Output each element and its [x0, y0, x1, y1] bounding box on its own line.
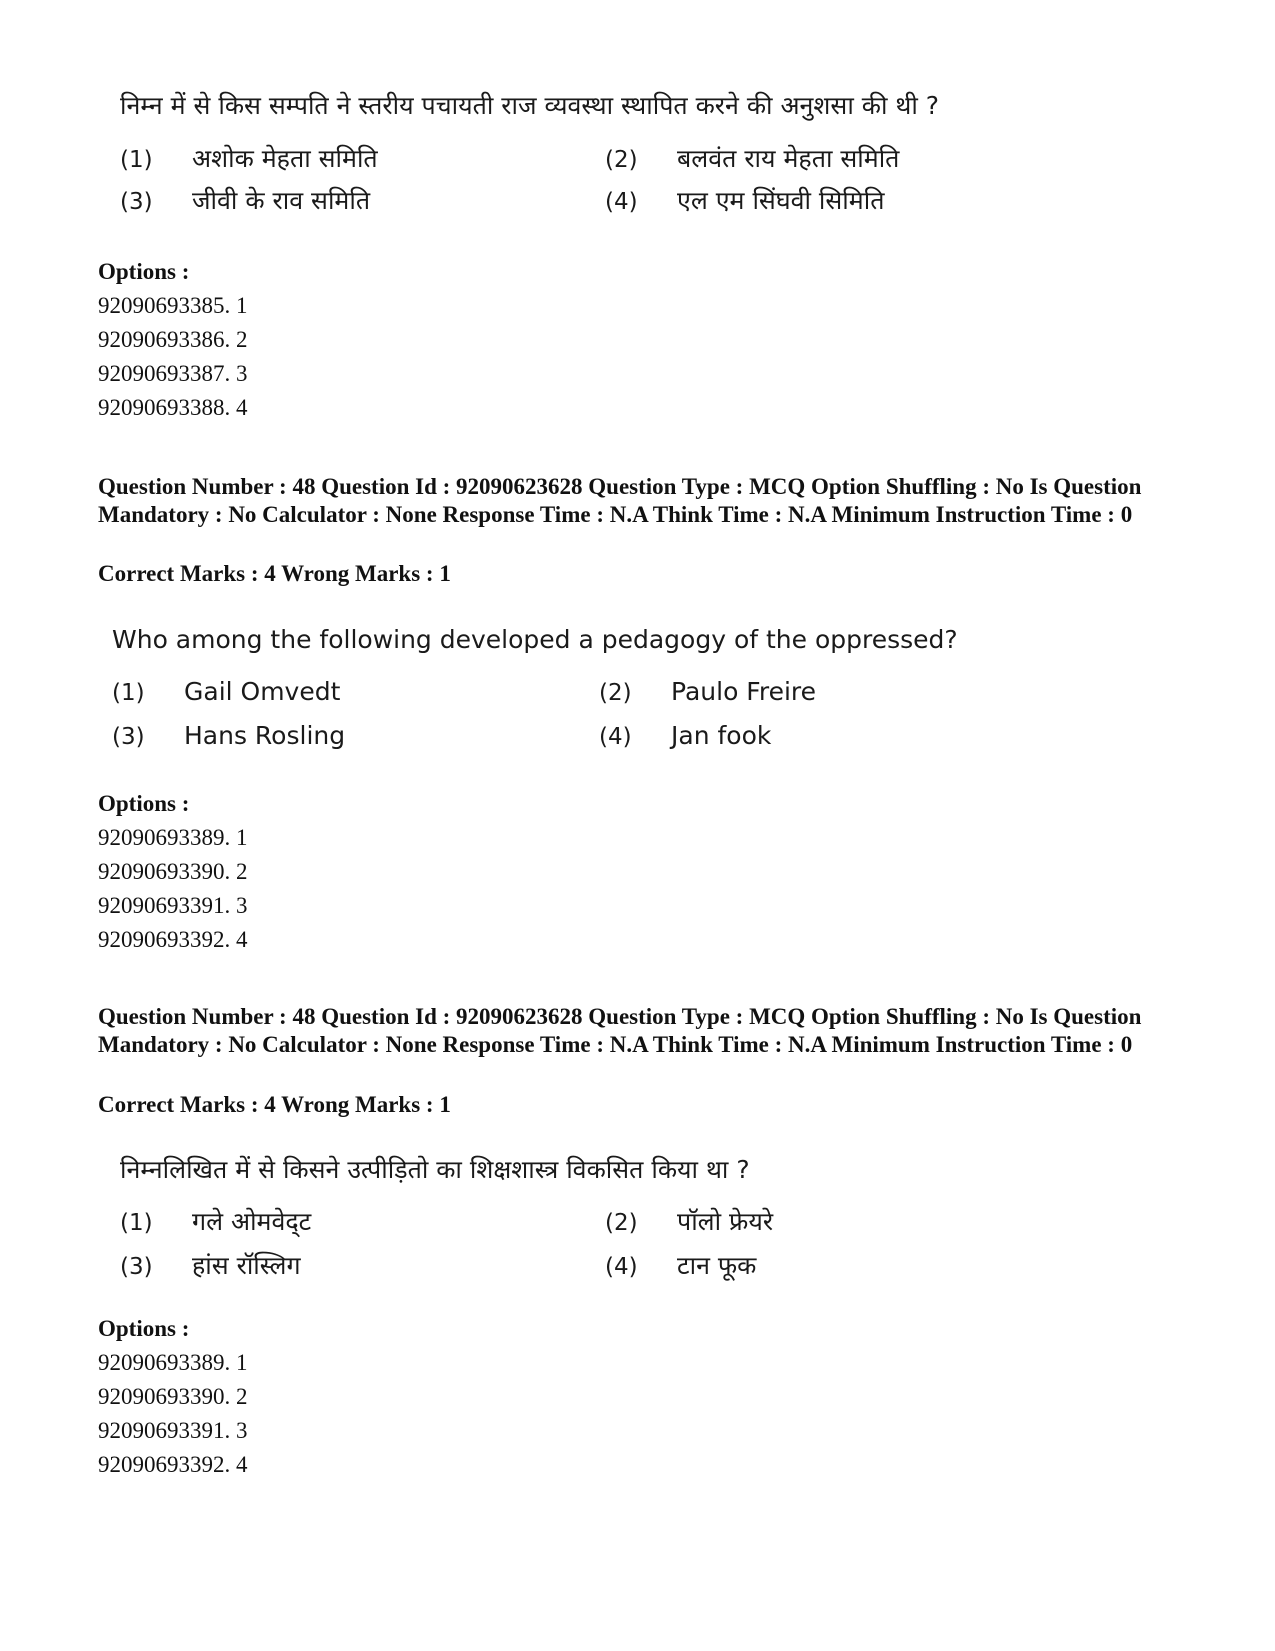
choice-number: (1)	[120, 1210, 153, 1236]
options-heading: Options :	[98, 1316, 190, 1341]
question-meta: Question Number : 48 Question Id : 92090623628 Question Type : MCQ Option Shuffling : No Is Question Mandatory : No Calculator : None Response Time : N.A Think Time : N.A Minimum Instruction Time : 0	[98, 1004, 1142, 1057]
choice-text: बलवंत राय मेहता समिति	[677, 144, 900, 173]
choice-text: हांस रॉस्लिग	[192, 1251, 301, 1280]
choice-number: (4)	[605, 1254, 638, 1280]
question-image	[120, 1152, 1120, 1292]
choice-number: (1)	[112, 680, 145, 706]
choice-text: गले ओमवेद्ट	[192, 1207, 312, 1236]
option-id-1: 92090693385. 1	[98, 293, 248, 318]
choice-text: जीवी के राव समिति	[192, 186, 371, 215]
choice-number: (2)	[605, 147, 638, 173]
choice-text: Hans Rosling	[184, 721, 346, 750]
question-text: निम्नलिखित में से किसने उत्पीड़ितो का शिक्षशास्त्र विकसित किया था ?	[120, 1155, 750, 1184]
choice-text: Gail Omvedt	[184, 677, 341, 706]
choice-number: (3)	[120, 1254, 153, 1280]
question-marks: Correct Marks : 4 Wrong Marks : 1	[98, 1092, 451, 1117]
choice-1	[120, 141, 378, 175]
option-id-3: 92090693391. 3	[98, 1418, 248, 1443]
choice-4	[605, 183, 884, 217]
option-id-4: 92090693392. 4	[98, 1452, 248, 1477]
choice-4	[599, 721, 771, 750]
option-id-2: 92090693390. 2	[98, 1384, 248, 1409]
option-id-3: 92090693387. 3	[98, 361, 248, 386]
option-id-4: 92090693388. 4	[98, 395, 248, 420]
choice-text: Jan fook	[671, 721, 772, 750]
choice-2	[599, 677, 816, 706]
question-marks: Correct Marks : 4 Wrong Marks : 1	[98, 561, 451, 586]
choice-number: (2)	[599, 680, 632, 706]
choice-number: (1)	[120, 147, 153, 173]
choice-number: (3)	[120, 189, 153, 215]
choice-text: पॉलो फ्रेयरे	[677, 1207, 774, 1236]
option-id-1: 92090693389. 1	[98, 825, 248, 850]
option-id-4: 92090693392. 4	[98, 927, 248, 952]
choice-2	[605, 1204, 773, 1238]
choice-number: (4)	[605, 189, 638, 215]
option-id-2: 92090693386. 2	[98, 327, 248, 352]
question-meta: Question Number : 48 Question Id : 92090623628 Question Type : MCQ Option Shuffling : No Is Question Mandatory : No Calculator : None Response Time : N.A Think Time : N.A Minimum Instruction Time : 0	[98, 474, 1142, 527]
option-id-3: 92090693391. 3	[98, 893, 248, 918]
choice-1	[120, 1204, 311, 1238]
choice-number: (2)	[605, 1210, 638, 1236]
choice-1	[112, 677, 340, 706]
question-text: Who among the following developed a pedagogy of the oppressed?	[112, 625, 958, 654]
choice-number: (4)	[599, 724, 632, 750]
choice-3	[120, 183, 370, 217]
choice-2	[605, 141, 899, 175]
choice-4	[605, 1248, 756, 1282]
choice-text: एल एम सिंघवी सिमिति	[677, 186, 885, 215]
choice-3	[120, 1248, 301, 1282]
option-id-2: 92090693390. 2	[98, 859, 248, 884]
question-image	[112, 625, 1112, 755]
question-image	[120, 88, 1120, 228]
choice-text: Paulo Freire	[671, 677, 817, 706]
options-heading: Options :	[98, 259, 190, 284]
question-text: निम्न में से किस सम्पति ने स्तरीय पचायती राज व्यवस्था स्थापित करने की अनुशसा की थी ?	[120, 91, 940, 120]
choice-3	[112, 721, 345, 750]
choice-text: अशोक मेहता समिति	[192, 144, 378, 173]
options-heading: Options :	[98, 791, 190, 816]
choice-number: (3)	[112, 724, 145, 750]
option-id-1: 92090693389. 1	[98, 1350, 248, 1375]
choice-text: टान फूक	[677, 1251, 757, 1280]
